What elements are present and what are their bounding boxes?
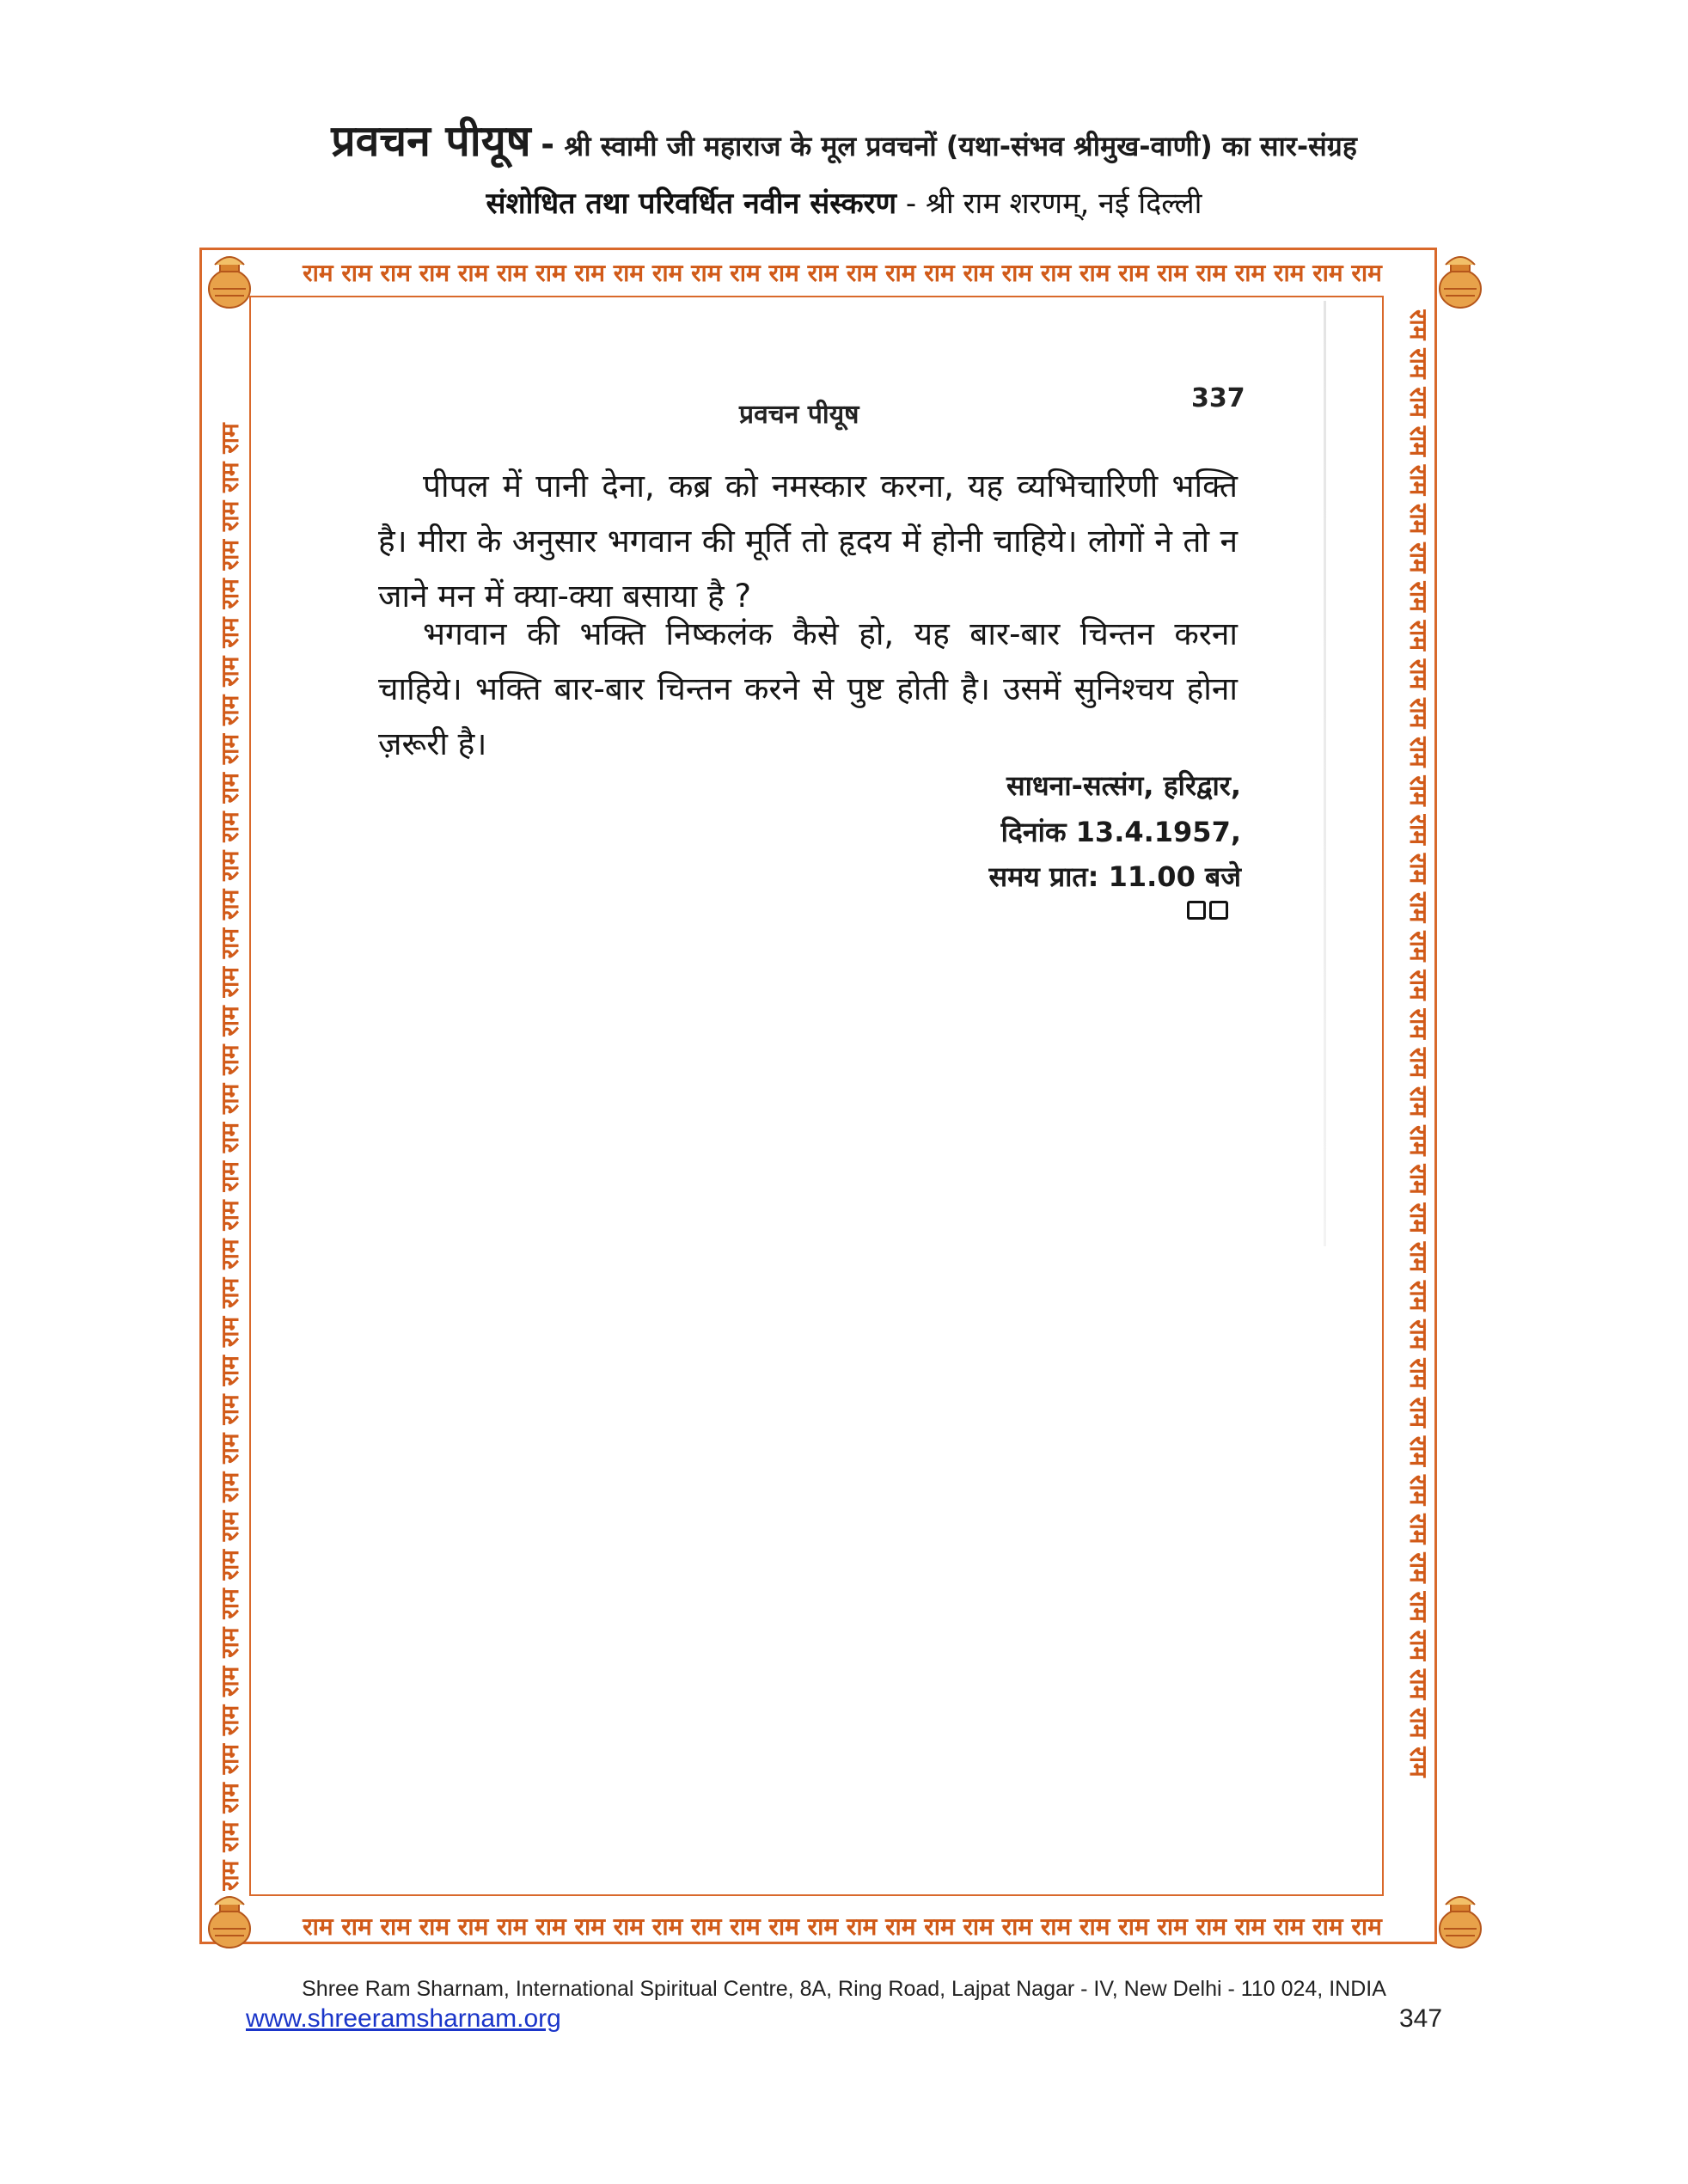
edition-label: संशोधित तथा परिवर्धित नवीन संस्करण	[486, 187, 897, 221]
kalash-icon	[203, 251, 256, 311]
book-title: प्रवचन पीयूष	[331, 116, 531, 166]
footer-page-number: 347	[1399, 2004, 1443, 2033]
book-subtitle: श्री स्वामी जी महाराज के मूल प्रवचनों (यथा-संभव श्रीमुख-वाणी) का सार-संग्रह	[564, 130, 1357, 162]
signature-place: साधना-सत्संग, हरिद्वार,	[1006, 769, 1241, 802]
end-mark-icon	[1187, 901, 1228, 920]
page-header	[0, 110, 1688, 168]
website-link[interactable]: www.shreeramsharnam.org	[246, 2004, 561, 2033]
publisher-label: - श्री राम शरणम्, नई दिल्ली	[905, 187, 1202, 221]
border-right-text: राम राम राम राम राम राम राम राम राम राम राम राम राम राम राम राम राम राम राम राम राम राम राम राम राम राम राम राम राम राम राम राम राम राम राम राम राम राम	[1404, 309, 1433, 1777]
footer-address: Shree Ram Sharnam, International Spiritual Centre, 8A, Ring Road, Lajpat Nagar - IV, New Delhi - 110 024, INDIA	[302, 1977, 1386, 2001]
title-separator: -	[541, 125, 554, 163]
kalash-icon	[1434, 1891, 1487, 1951]
signature-time: समय प्रात: 11.00 बजे	[988, 860, 1241, 893]
scan-page-edge	[1324, 301, 1326, 1246]
scan-page-number: 337	[1191, 383, 1245, 413]
scan-running-head: प्रवचन पीयूष	[739, 400, 859, 430]
kalash-icon	[1434, 251, 1487, 311]
signature-date: दिनांक 13.4.1957,	[1000, 816, 1241, 848]
edition-line	[0, 182, 1688, 222]
paragraph: भगवान की भक्ति निष्कलंक कैसे हो, यह बार-बार चिन्तन करना चाहिये। भक्ति बार-बार चिन्तन करने से पुष्ट होती है। उसमें सुनिश्चय होना ज़रूरी है।	[378, 615, 1238, 762]
border-left-text: राम राम राम राम राम राम राम राम राम राम राम राम राम राम राम राम राम राम राम राम राम राम राम राम राम राम राम राम राम राम राम राम राम राम राम राम राम राम	[216, 423, 244, 1891]
border-top-text: राम राम राम राम राम राम राम राम राम राम राम राम राम राम राम राम राम राम राम राम राम राम राम राम राम राम राम राम	[303, 259, 1382, 287]
kalash-icon	[203, 1891, 256, 1951]
paragraph: पीपल में पानी देना, कब्र को नमस्कार करना, यह व्यभिचारिणी भक्ति है। मीरा के अनुसार भगवान की मूर्ति तो हृदय में होनी चाहिये। लोगों ने तो न जाने मन में क्या-क्या बसाया है ?	[378, 468, 1238, 615]
border-bottom-text: राम राम राम राम राम राम राम राम राम राम राम राम राम राम राम राम राम राम राम राम राम राम राम राम राम राम राम राम	[303, 1912, 1382, 1941]
